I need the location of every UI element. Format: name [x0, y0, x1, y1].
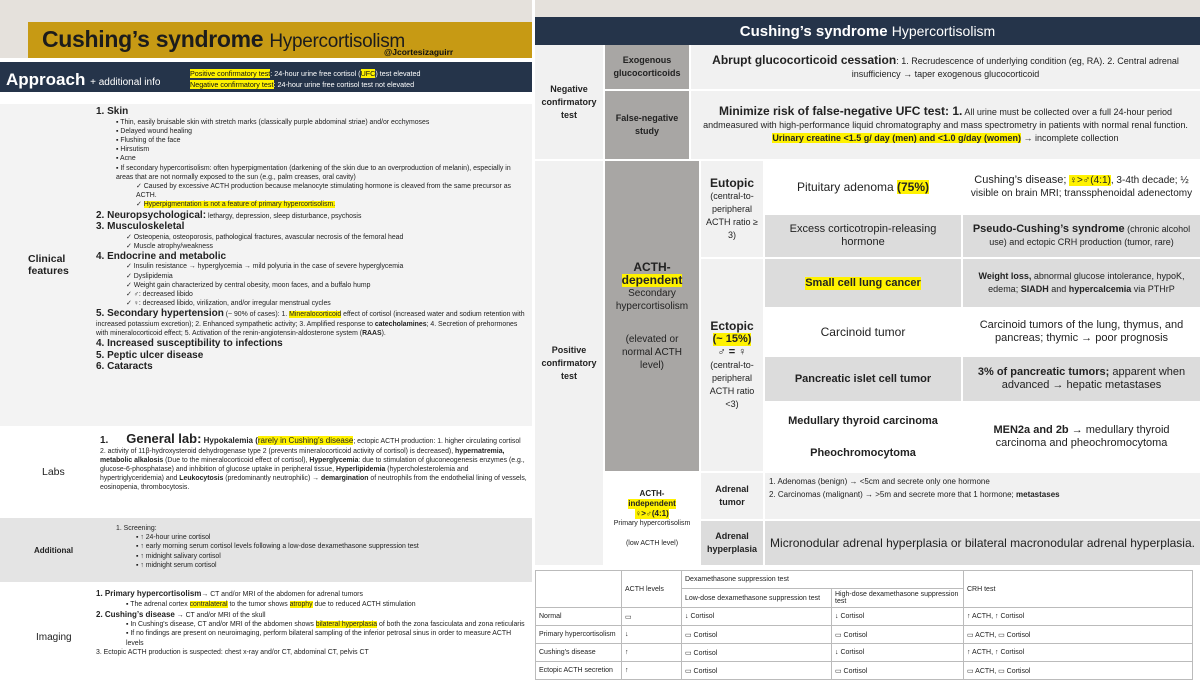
row-high: ▭ Cortisol [832, 626, 964, 644]
dep-heading: ACTH- [633, 259, 671, 274]
text: (Due to the mineralocorticoid effect of cortisol), [163, 456, 310, 464]
text: via PTHrP [1131, 284, 1175, 294]
exogenous-content [691, 45, 1200, 89]
false-negative-label: False-negative study [605, 91, 689, 159]
musculoskeletal-heading: 3. Musculoskeletal [96, 221, 185, 233]
sclc-label: Small cell lung cancer [805, 276, 921, 289]
row-low: ▭ Cortisol [682, 644, 832, 662]
text: catecholamines [374, 320, 427, 328]
row-high: ↓ Cortisol [832, 644, 964, 662]
header-empty [536, 571, 622, 608]
text: of both the zona fasciculata and zona reticularis [377, 621, 525, 629]
positive-text-1: : 24-hour urine free cortisol ( [270, 69, 361, 78]
row-crh: ▭ ACTH, ▭ Cortisol [964, 662, 1193, 680]
cd-sex: ♀>♂(4:1) [1069, 175, 1111, 186]
text: ). [381, 330, 386, 338]
dep-text-2: (elevated or normal ACTH level) [621, 333, 682, 371]
row-acth: ↑ [622, 644, 682, 662]
list-item: ▪ If no findings are present on neuroimaging, perform bilateral sampling of the inferior petrosal sinus in order to measure ACTH levels [126, 630, 512, 647]
ectopic-text: (central-to-peripheral ACTH ratio <3) [709, 359, 755, 409]
primary-heading: 1. Primary hypercortisolism [96, 589, 202, 598]
text: and [1048, 284, 1069, 294]
fn-highlight: Urinary creatine <1.5 g/ day (men) and <1.0 g/day (women) [772, 133, 1022, 143]
approach-header [0, 62, 532, 92]
additional-row [0, 518, 532, 582]
list-item: ✓ ♂: decreased libido [126, 291, 193, 299]
text: metastases [1016, 490, 1060, 499]
indep-text-2: (low ACTH level) [625, 540, 679, 547]
clinical-features-row [0, 104, 532, 426]
list-item: ✓ Osteopenia, osteoporosis, pathological fractures, avascular necrosis of the femoral head [126, 233, 404, 241]
ufc-abbr: UFC [360, 69, 376, 78]
text: Hyperlipidemia [335, 465, 386, 473]
text: ▪ The adrenal cortex [126, 600, 190, 608]
negative-test-label: Negative confirmatory test [535, 45, 603, 159]
row-high: ▭ Cortisol [832, 662, 964, 680]
text: hypercalcemia [1068, 284, 1132, 294]
row-low: ↓ Cortisol [682, 608, 832, 626]
row-name: Primary hypercortisolism [536, 626, 622, 644]
indep-heading-2: independent [628, 499, 676, 508]
row-crh: ▭ ACTH, ▭ Cortisol [964, 626, 1193, 644]
approach-title [6, 70, 160, 90]
ulcer-heading: 5. Peptic ulcer disease [96, 349, 204, 361]
table-row [536, 644, 1193, 662]
table-row [536, 662, 1193, 680]
pancreatic-label: Pancreatic islet cell tumor [794, 372, 932, 385]
cushings-disease-cell [963, 161, 1200, 213]
list-item: ▪ ↑ early morning serum cortisol levels following a low-dose dexamethasone suppression test [136, 543, 419, 551]
list-number: 1. [100, 435, 109, 446]
page-title [42, 26, 405, 53]
text: Hyperglycemia [309, 456, 359, 464]
text: ▪ In Cushing's disease, CT and/or MRI of the abdomen shows [126, 621, 316, 629]
fn-text: All urine must be collected over a full 24-hour period andmeasured with high-performance liquid chromatography and mass spectrometry in patients with normal renal function. [703, 107, 1188, 130]
hyperpigmentation-note: Hyperpigmentation is not a feature of primary hypercortisolism. [143, 201, 336, 209]
left-panel [0, 0, 532, 691]
row-crh: ↑ ACTH, ↑ Cortisol [964, 644, 1193, 662]
text: bilateral hyperplasia [315, 621, 378, 629]
row-acth: ↑ [622, 662, 682, 680]
pituitary-text: Pituitary adenoma [796, 179, 898, 194]
cd-rest: , 3-4th decade; ½ visible on brain MRI; transsphenoidal adenectomy [970, 175, 1193, 199]
right-title [535, 17, 1200, 45]
adrenal-hyperplasia-content: Micronodular adrenal hyperplasia or bilateral macronodular adrenal hyperplasia. [765, 521, 1200, 565]
row-acth: ▭ [622, 608, 682, 626]
list-item: ▪ Acne [116, 155, 136, 163]
positive-test-label: Positive confirmatory test [535, 161, 603, 565]
exo-text: : 1. Recrudescence of underlying condition (eg, RA). 2. Central adrenal insufficiency → taper exogenous glucocorticoid [851, 55, 1179, 79]
ectopic-heading: Ectopic [710, 318, 754, 333]
ectopic-cell [701, 259, 763, 471]
list-item: ✓ Weight gain characterized by central obesity, moon faces, and a buffalo hump [126, 281, 371, 289]
men-heading: MEN2a and 2b [993, 424, 1069, 436]
header-dex: Dexamethasone suppression test [682, 571, 964, 589]
sclc-cell [765, 259, 961, 307]
text: 2. Carcinomas (malignant) → >5m and secrete more that 1 hormone; [769, 490, 1016, 499]
list-item: 3. Ectopic ACTH production is suspected: chest x-ray and/or CT, abdominal CT, pelvis CT [96, 648, 369, 656]
list-item: ▪ Thin, easily bruisable skin with stretch marks (classically purple abdominal striae) and/or ecchymoses [116, 118, 430, 126]
text: Leukocytosis [179, 475, 224, 483]
text: Weight loss, [978, 271, 1032, 281]
header-low: Low-dose dexamethasone suppression test [682, 589, 832, 608]
text: → CT and/or MRI of the abdomen for adrenal tumors [201, 591, 363, 598]
adrenal-tumor-content [765, 473, 1200, 519]
list-item: ▪ Delayed wound healing [116, 127, 192, 135]
men-content [963, 403, 1200, 471]
text: SIADH [1020, 284, 1049, 294]
table-row [536, 608, 1193, 626]
right-top-strip [535, 0, 1200, 17]
list-item: ✓ Caused by excessive ACTH production because melanocyte stimulating hormone is cleaved from the same precursor as ACTH. [136, 182, 511, 200]
text: ; ectopic ACTH production: 1. higher circulating cortisol 2. activity of 11β-hydroxysteroid dehydrogenase type 2 (prevents mineralocorticoid activity of cortisol) is decreased), [100, 438, 521, 455]
positive-text-2: ) test elevated [375, 69, 421, 78]
dexamethasone-table [535, 570, 1193, 680]
pseudo-cushing-cell [963, 215, 1200, 257]
additional-content [92, 518, 532, 582]
clinical-features-label: Clinical features [28, 253, 69, 277]
text: 3% of pancreatic tumors; [977, 366, 1110, 378]
imaging-row [0, 584, 532, 691]
imaging-content [92, 584, 532, 691]
imaging-label: Imaging [36, 632, 72, 643]
list-item: ▪ ↑ 24-hour urine cortisol [136, 534, 211, 542]
text: abnormal glucose intolerance, hypoK, edema; [988, 271, 1185, 294]
mtc-cell [765, 403, 961, 471]
eutopic-text: (central-to-peripheral ACTH ratio ≥ 3) [706, 190, 758, 240]
text: → CT and/or MRI of the skull [174, 611, 266, 619]
right-title-sub: Hypercortisolism [891, 23, 996, 39]
row-name: Ectopic ACTH secretion [536, 662, 622, 680]
carcinoid-content: Carcinoid tumors of the lung, thymus, and pancreas; thymic → poor prognosis [963, 309, 1200, 355]
cushings-disease-heading: 2. Cushing’s disease [96, 609, 175, 619]
text: ; 4. Secretion of prehormones with mineralocorticoid effect; 5. Activation of the renin-angiotensin-aldosterone system ( [96, 320, 518, 338]
false-negative-content [691, 91, 1200, 159]
pseudo-text: (chronic alcohol use) and ectopic CRH production (tumor, rare) [989, 224, 1191, 247]
approach-label: Approach [6, 70, 86, 89]
exo-heading: Abrupt glucocorticoid cessation [712, 52, 897, 67]
list-item: ▪ Flushing of the face [116, 136, 181, 144]
text: atrophy [289, 600, 313, 608]
text: (~ 90% of cases): 1. [223, 311, 290, 319]
table-row [536, 626, 1193, 644]
skin-heading: 1. Skin [96, 106, 129, 117]
title-sub: Hypercortisolism [269, 31, 405, 52]
list-item: ✓ Insulin resistance → hyperglycemia → mild polyuria in the case of severe hyperglycemia [126, 263, 404, 271]
text: RAAS [362, 330, 382, 338]
title-main: Cushing’s syndrome [42, 26, 264, 52]
pseudo-heading: Pseudo-Cushing’s syndrome [972, 223, 1125, 235]
text: Mineralocorticoid [289, 311, 342, 319]
clinical-features-content [92, 104, 532, 426]
indep-sex: ♀>♂(4:1) [635, 509, 669, 518]
adrenal-tumor-label: Adrenal tumor [701, 473, 763, 519]
text: Hypokalemia ( [201, 436, 258, 445]
negative-test-label: Negative confirmatory test [190, 80, 274, 89]
indep-heading: ACTH- [639, 489, 665, 498]
pituitary-pct: (75%) [897, 179, 930, 194]
crh-cell: Excess corticotropin-releasing hormone [765, 215, 961, 257]
additional-label: Additional [34, 545, 74, 555]
row-name: Cushing's disease [536, 644, 622, 662]
adrenal-hyperplasia-label: Adrenal hyperplasia [701, 521, 763, 565]
positive-test-label: Positive confirmatory test [190, 69, 271, 78]
fn-end: → incomplete collection [1021, 133, 1119, 143]
infections-heading: 4. Increased susceptibility to infections [96, 338, 283, 350]
pituitary-cell [765, 161, 961, 213]
text: rarely in Cushing’s disease [257, 436, 354, 445]
ectopic-pct: (~ 15%) [712, 332, 752, 345]
hypertension-heading: 5. Secondary hypertension [96, 308, 224, 320]
list-item: ✓ ♀: decreased libido, virilization, and/or irregular menstrual cycles [126, 300, 331, 308]
text: hypernatremia, metabolic alkalosis [100, 447, 505, 464]
neuro-text: lethargy, depression, sleep disturbance, psychosis [206, 212, 362, 220]
men-text: → medullary thyroid carcinoma and pheochromocytoma [995, 424, 1170, 449]
text: demargination [321, 475, 369, 483]
indep-text: Primary hypercortisolism [613, 520, 691, 527]
cd-text: Cushing’s disease; [974, 174, 1070, 186]
acth-independent-cell [605, 473, 699, 565]
text: (hypercholesterolemia and hypertriglyceridemia) and [100, 465, 469, 483]
carcinoid-cell: Carcinoid tumor [765, 309, 961, 355]
header-crh: CRH test [964, 571, 1193, 608]
general-lab-heading: General lab: [126, 431, 202, 446]
author-handle: @Jcortesizaguirr [384, 47, 454, 57]
list-item: ✓ Hyperpigmentation is not a feature of primary hypercortisolism. [136, 201, 336, 209]
labs-row [0, 428, 532, 516]
eutopic-heading: Eutopic [710, 175, 754, 190]
list-item: ▪ ↑ midnight salivary cortisol [136, 552, 221, 560]
table-header-row [536, 571, 1193, 589]
header-high: High-dose dexamethasone suppression test [832, 589, 964, 608]
exogenous-label: Exogenous glucocorticoids [605, 45, 689, 89]
approach-sub: + additional info [90, 77, 161, 88]
row-acth: ↓ [622, 626, 682, 644]
pancreatic-cell [765, 357, 961, 401]
negative-text: : 24-hour urine free cortisol test not elevated [273, 80, 415, 89]
row-crh: ↑ ACTH, ↑ Cortisol [964, 608, 1193, 626]
list-item: ▪ Hirsutism [116, 146, 150, 154]
row-name: Normal [536, 608, 622, 626]
mtc-label: Medullary thyroid carcinoma [788, 414, 938, 427]
row-low: ▭ Cortisol [682, 626, 832, 644]
cataracts-heading: 6. Cataracts [96, 361, 153, 373]
endocrine-heading: 4. Endocrine and metabolic [96, 250, 227, 262]
acth-dependent-cell [605, 161, 699, 471]
pancreatic-content [963, 357, 1200, 401]
header-acth: ACTH levels [622, 571, 682, 608]
list-item: 1. Adenomas (benign) → <5cm and secrete only one hormone [769, 477, 990, 486]
text: to the tumor shows [227, 600, 290, 608]
text: (predominantly neutrophilic) → [223, 475, 321, 483]
list-item: ▪ If secondary hypercortisolism: often hyperpigmentation (darkening of the skin due to an overproduction of melanin), especially in areas that are not normally exposed to the sun (e.g., palm creases, oral cavity) [116, 164, 511, 181]
text: contralateral [189, 600, 228, 608]
eutopic-cell [701, 161, 763, 257]
text: apparent when advanced → hepatic metastases [1001, 366, 1186, 391]
list-item: ✓ Muscle atrophy/weakness [126, 242, 213, 250]
hypertension-item [96, 308, 528, 338]
pheo-label: Pheochromocytoma [810, 446, 916, 459]
list-item: 1. Screening: [116, 525, 157, 532]
fn-heading: Minimize risk of false-negative UFC test: 1. [718, 104, 963, 118]
text: due to reduced ACTH stimulation [312, 600, 416, 608]
ectopic-sex: ♂ = ♀ [717, 345, 747, 358]
neuro-heading: 2. Neuropsychological: [96, 209, 207, 221]
text: : due to stimulation of gluconeogenesis enzymes (e.g., glucose-6-phosphatase) and inhibition of glucose uptake in peripheral tissue, [100, 456, 525, 473]
labs-content [92, 428, 532, 516]
right-title-main: Cushing’s syndrome [739, 23, 888, 40]
text: of neutrophils from the endothelial lining of vessels, eosinopenia, thrombocytosis. [100, 475, 527, 492]
dep-text: Secondary hypercortisolism [615, 287, 689, 312]
list-item: ✓ Dyslipidemia [126, 272, 173, 280]
confirmatory-test-note [190, 68, 421, 90]
row-high: ↓ Cortisol [832, 608, 964, 626]
dep-heading-2: dependent [621, 272, 683, 287]
sclc-content [963, 259, 1200, 307]
labs-label: Labs [42, 466, 65, 478]
text: effect of cortisol (increased water and sodium retention with increased potassium excretion); 2. Enhanced sympathetic activity; 3. Amplified response to [96, 311, 525, 328]
list-item: ▪ ↑ midnight serum cortisol [136, 561, 217, 569]
row-low: ▭ Cortisol [682, 662, 832, 680]
